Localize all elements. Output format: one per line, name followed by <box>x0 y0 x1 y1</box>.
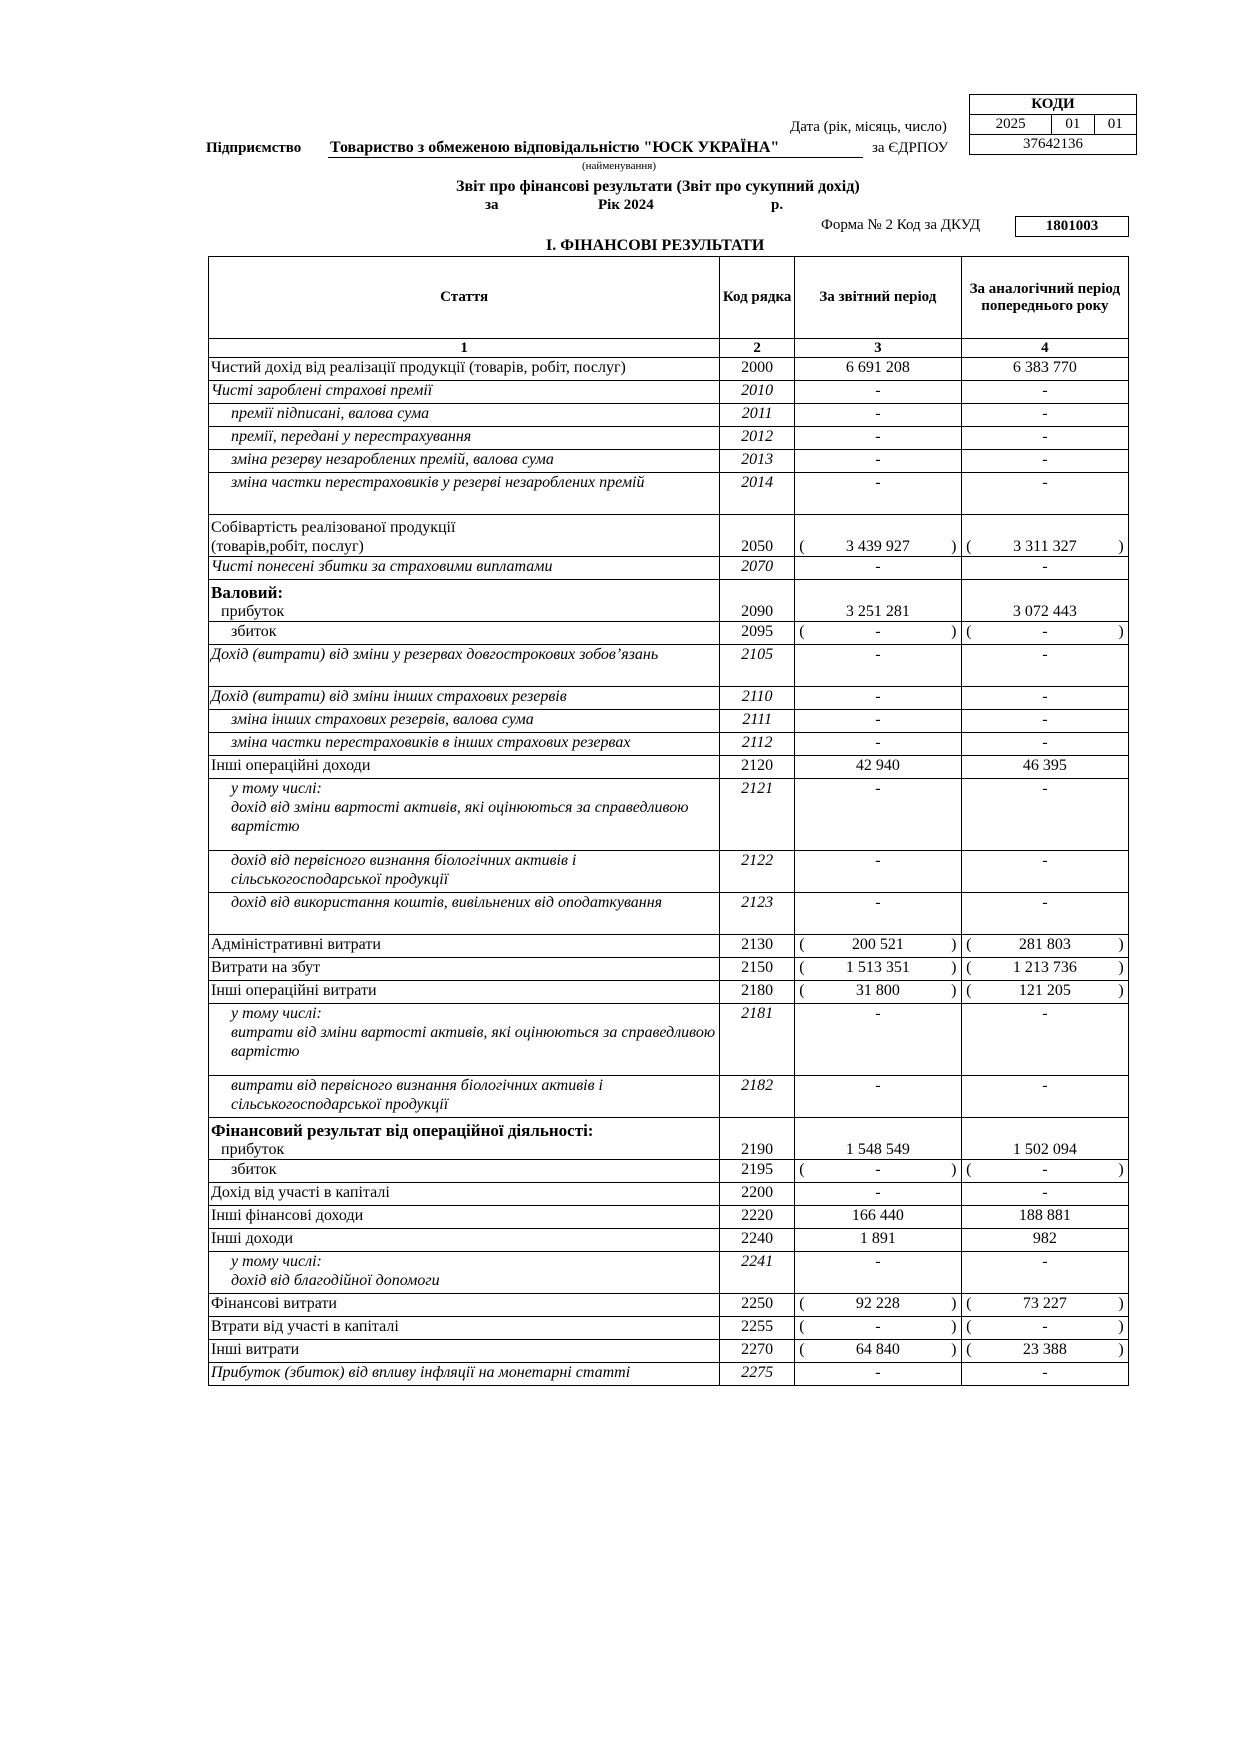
row-article <box>209 1183 720 1206</box>
row-current-number: - <box>875 711 881 728</box>
row-article-text: Прибуток (збиток) від впливу інфляції на монетарні статті <box>211 1364 631 1381</box>
row-previous-number: 6 383 770 <box>1012 359 1077 376</box>
col-number-4: 4 <box>961 339 1128 358</box>
col-header-code: Код рядка <box>720 257 795 339</box>
row-previous-value <box>961 687 1128 710</box>
row-previous-number: 188 881 <box>1018 1207 1071 1224</box>
row-current-value <box>794 1118 961 1160</box>
row-previous-value <box>961 779 1128 851</box>
row-article <box>209 1340 720 1363</box>
edrpou-code: 37642136 <box>970 135 1137 155</box>
row-current-value <box>794 1363 961 1386</box>
row-article <box>209 1076 720 1118</box>
row-previous-number: - <box>1042 451 1048 468</box>
row-article-text: Чисті зароблені страхові премії <box>211 382 433 399</box>
table-row <box>209 710 1129 733</box>
row-previous-value <box>961 851 1128 893</box>
row-article-text: Інші операційні витрати <box>211 982 377 999</box>
table-row <box>209 358 1129 381</box>
row-article-text: у тому числі: <box>231 1005 322 1022</box>
table-row <box>209 622 1129 645</box>
row-current-number: 3 439 927 <box>845 538 910 555</box>
table-row <box>209 515 1129 557</box>
table-row <box>209 1363 1129 1386</box>
row-previous-value: ( 73 227 ) <box>961 1294 1128 1317</box>
row-previous-number: - <box>1042 1005 1048 1022</box>
row-current-value <box>794 1229 961 1252</box>
row-code: 2090 <box>720 580 795 622</box>
table-row <box>209 779 1129 851</box>
row-current-value <box>794 580 961 622</box>
row-article <box>209 358 720 381</box>
table-row <box>209 1340 1129 1363</box>
row-previous-number: - <box>1042 474 1048 491</box>
row-article <box>209 1229 720 1252</box>
row-code: 2110 <box>720 687 795 710</box>
row-previous-number: 982 <box>1032 1230 1057 1247</box>
row-article-text: Фінансовий результат від операційної діяльності: <box>211 1121 594 1140</box>
row-article <box>209 779 720 851</box>
row-article-text: Фінансові витрати <box>211 1295 337 1312</box>
row-article <box>209 958 720 981</box>
row-current-number: 64 840 <box>855 1341 900 1358</box>
row-article-text: Адміністративні витрати <box>211 936 381 953</box>
row-current-number: 42 940 <box>855 757 900 774</box>
row-previous-number: - <box>1042 1253 1048 1270</box>
section-title: I. ФІНАНСОВІ РЕЗУЛЬТАТИ <box>546 237 765 254</box>
row-current-number: - <box>875 852 881 869</box>
row-code: 2122 <box>720 851 795 893</box>
row-article-text: зміна резерву незароблених премій, валова сума <box>231 451 554 468</box>
row-article-text: збиток <box>231 1161 277 1178</box>
row-previous-number: - <box>1042 1364 1048 1381</box>
codes-label: КОДИ <box>970 95 1137 115</box>
row-article <box>209 622 720 645</box>
form-label: Форма № 2 Код за ДКУД <box>821 217 981 233</box>
table-row <box>209 1317 1129 1340</box>
row-previous-value <box>961 1183 1128 1206</box>
row-article-text: у тому числі: <box>231 780 322 797</box>
row-current-value <box>794 893 961 935</box>
row-previous-value <box>961 1206 1128 1229</box>
row-current-value <box>794 404 961 427</box>
row-previous-number: 3 311 327 <box>1013 538 1077 555</box>
row-current-number: - <box>875 688 881 705</box>
row-current-value: ( 92 228 ) <box>794 1294 961 1317</box>
row-article-text: Інші фінансові доходи <box>211 1207 364 1224</box>
row-code: 2195 <box>720 1160 795 1183</box>
row-current-number: - <box>875 1077 881 1094</box>
row-previous-number: - <box>1042 405 1048 422</box>
row-current-value <box>794 687 961 710</box>
row-code: 2270 <box>720 1340 795 1363</box>
row-article-text: премії, передані у перестрахування <box>231 428 472 445</box>
table-row <box>209 1183 1129 1206</box>
row-previous-number: - <box>1042 1077 1048 1094</box>
row-previous-value <box>961 1229 1128 1252</box>
row-code: 2070 <box>720 557 795 580</box>
row-current-value <box>794 381 961 404</box>
row-current-value <box>794 645 961 687</box>
table-row <box>209 935 1129 958</box>
row-previous-number: - <box>1042 780 1048 797</box>
row-previous-number: - <box>1042 1318 1048 1335</box>
row-article-subtext: прибуток <box>221 603 285 620</box>
edrpou-label: за ЄДРПОУ <box>872 140 949 156</box>
col-header-article: Стаття <box>209 257 720 339</box>
row-previous-value: ( 121 205 ) <box>961 981 1128 1004</box>
row-article <box>209 450 720 473</box>
row-code: 2010 <box>720 381 795 404</box>
row-previous-number: - <box>1042 1184 1048 1201</box>
row-code: 2014 <box>720 473 795 515</box>
table-row <box>209 851 1129 893</box>
enterprise-name: Товариство з обмеженою відповідальністю "ЮСК УКРАЇНА" <box>330 139 780 156</box>
row-previous-number: 281 803 <box>1018 936 1071 953</box>
row-current-number: - <box>875 894 881 911</box>
row-article-text: витрати від первісного визнання біологічних активів і сільськогосподарської продукції <box>231 1077 603 1113</box>
row-article-text: Інші доходи <box>211 1230 294 1247</box>
row-code: 2220 <box>720 1206 795 1229</box>
row-current-value <box>794 450 961 473</box>
table-row <box>209 1252 1129 1294</box>
row-previous-value <box>961 404 1128 427</box>
row-previous-number: 121 205 <box>1018 982 1071 999</box>
row-current-value <box>794 557 961 580</box>
row-current-number: - <box>875 405 881 422</box>
report-title: Звіт про фінансові результати (Звіт про сукупний дохід) <box>456 178 860 195</box>
row-previous-value <box>961 450 1128 473</box>
row-current-number: 200 521 <box>851 936 904 953</box>
row-code: 2111 <box>720 710 795 733</box>
row-article-subtext: дохід від зміни вартості активів, які оцінюються за справедливою вартістю <box>231 799 689 835</box>
row-current-value: ( 1 513 351 ) <box>794 958 961 981</box>
table-row <box>209 473 1129 515</box>
row-article <box>209 733 720 756</box>
table-row <box>209 381 1129 404</box>
row-current-number: - <box>875 1184 881 1201</box>
period-value: Рік 2024 <box>598 197 654 213</box>
row-code: 2095 <box>720 622 795 645</box>
row-code: 2121 <box>720 779 795 851</box>
date-month: 01 <box>1052 115 1094 135</box>
row-previous-number: 3 072 443 <box>1012 603 1077 620</box>
row-current-number: - <box>875 623 881 640</box>
row-current-number: - <box>875 1005 881 1022</box>
row-previous-value <box>961 1118 1128 1160</box>
row-current-number: 166 440 <box>851 1207 904 1224</box>
row-article-text: Витрати на збут <box>211 959 321 976</box>
row-previous-number: - <box>1042 688 1048 705</box>
table-row <box>209 1160 1129 1183</box>
row-previous-number: - <box>1042 734 1048 751</box>
row-article-text: зміна інших страхових резервів, валова сума <box>231 711 534 728</box>
table-row <box>209 981 1129 1004</box>
row-previous-value <box>961 756 1128 779</box>
table-row <box>209 893 1129 935</box>
date-day: 01 <box>1094 115 1136 135</box>
row-article <box>209 981 720 1004</box>
row-previous-number: 1 213 736 <box>1012 959 1077 976</box>
row-article-text: Дохід (витрати) від зміни у резервах довгострокових зобов’язань <box>211 646 659 663</box>
row-previous-number: 46 395 <box>1022 757 1067 774</box>
row-code: 2105 <box>720 645 795 687</box>
row-code: 2012 <box>720 427 795 450</box>
row-current-value <box>794 710 961 733</box>
row-previous-value <box>961 381 1128 404</box>
row-current-number: 1 513 351 <box>845 959 910 976</box>
col-header-current: За звітний період <box>794 257 961 339</box>
row-current-value <box>794 756 961 779</box>
col-number-1: 1 <box>209 339 720 358</box>
row-previous-number: - <box>1042 711 1048 728</box>
table-row <box>209 580 1129 622</box>
row-code: 2200 <box>720 1183 795 1206</box>
financial-results-table <box>208 256 1129 1386</box>
row-current-number: - <box>875 780 881 797</box>
row-article <box>209 381 720 404</box>
row-article <box>209 1160 720 1183</box>
row-article-text: у тому числі: <box>231 1253 322 1270</box>
row-article-text: зміна частки перестраховиків в інших страхових резервах <box>231 734 631 751</box>
row-code: 2250 <box>720 1294 795 1317</box>
row-current-number: 1 891 <box>859 1230 896 1247</box>
row-previous-value: ( 1 213 736 ) <box>961 958 1128 981</box>
row-current-number: - <box>875 428 881 445</box>
row-code: 2275 <box>720 1363 795 1386</box>
row-current-number: 6 691 208 <box>845 359 910 376</box>
row-current-number: - <box>875 1318 881 1335</box>
row-previous-value <box>961 1076 1128 1118</box>
row-article <box>209 756 720 779</box>
row-code: 2011 <box>720 404 795 427</box>
row-previous-value: ( 23 388 ) <box>961 1340 1128 1363</box>
table-row <box>209 404 1129 427</box>
row-previous-number: - <box>1042 428 1048 445</box>
row-article <box>209 473 720 515</box>
row-previous-number: 73 227 <box>1022 1295 1067 1312</box>
row-current-value <box>794 1076 961 1118</box>
table-row <box>209 1076 1129 1118</box>
row-previous-value <box>961 557 1128 580</box>
row-previous-value <box>961 733 1128 756</box>
row-previous-value: ( 281 803 ) <box>961 935 1128 958</box>
row-article <box>209 710 720 733</box>
row-current-value <box>794 1206 961 1229</box>
row-code: 2050 <box>720 515 795 557</box>
row-article-text: дохід від первісного визнання біологічних активів і сільськогосподарської продукції <box>231 852 577 888</box>
row-article-subtext: прибуток <box>221 1141 285 1158</box>
row-current-number: - <box>875 474 881 491</box>
row-previous-value: ( - ) <box>961 1160 1128 1183</box>
date-label: Дата (рік, місяць, число) <box>790 119 947 135</box>
row-previous-value <box>961 1252 1128 1294</box>
row-current-value: ( - ) <box>794 1160 961 1183</box>
row-current-number: - <box>875 646 881 663</box>
row-article-text: дохід від використання коштів, вивільнених від оподаткування <box>231 894 663 911</box>
row-code: 2120 <box>720 756 795 779</box>
row-article-text: збиток <box>231 623 277 640</box>
row-article-text: Чисті понесені збитки за страховими виплатами <box>211 558 553 575</box>
row-current-number: 31 800 <box>855 982 900 999</box>
col-number-2: 2 <box>720 339 795 358</box>
row-current-number: - <box>875 382 881 399</box>
row-current-value: ( 31 800 ) <box>794 981 961 1004</box>
table-row <box>209 645 1129 687</box>
row-previous-value <box>961 893 1128 935</box>
table-row <box>209 1004 1129 1076</box>
row-current-number: - <box>875 734 881 751</box>
row-article-text: премії підписані, валова сума <box>231 405 430 422</box>
row-article-text: Інші витрати <box>211 1341 300 1358</box>
row-previous-value: ( 3 311 327 ) <box>961 515 1128 557</box>
row-current-value <box>794 1252 961 1294</box>
row-code: 2123 <box>720 893 795 935</box>
row-article <box>209 893 720 935</box>
codes-box <box>969 94 1137 155</box>
row-article-text: Собівартість реалізованої продукції <box>211 519 456 536</box>
table-row <box>209 756 1129 779</box>
row-code: 2240 <box>720 1229 795 1252</box>
row-article <box>209 1363 720 1386</box>
row-article <box>209 404 720 427</box>
table-row <box>209 733 1129 756</box>
row-code: 2130 <box>720 935 795 958</box>
row-code: 2190 <box>720 1118 795 1160</box>
row-code: 2000 <box>720 358 795 381</box>
row-current-value: ( 200 521 ) <box>794 935 961 958</box>
row-current-value <box>794 358 961 381</box>
row-previous-value <box>961 580 1128 622</box>
table-row <box>209 958 1129 981</box>
table-row <box>209 1206 1129 1229</box>
row-article <box>209 1118 720 1160</box>
row-current-number: - <box>875 451 881 468</box>
row-previous-value <box>961 645 1128 687</box>
dkud-code: 1801003 <box>1015 216 1129 237</box>
row-current-number: - <box>875 1364 881 1381</box>
row-current-number: 3 251 281 <box>845 603 910 620</box>
row-previous-number: - <box>1042 382 1048 399</box>
row-article <box>209 1317 720 1340</box>
row-current-value: ( 64 840 ) <box>794 1340 961 1363</box>
row-current-value: ( - ) <box>794 622 961 645</box>
row-article-text: Дохід від участі в капіталі <box>211 1184 390 1201</box>
row-code: 2182 <box>720 1076 795 1118</box>
row-article <box>209 935 720 958</box>
row-article-subtext: дохід від благодійної допомоги <box>231 1272 440 1289</box>
row-article <box>209 1252 720 1294</box>
row-article <box>209 851 720 893</box>
row-current-value <box>794 1004 961 1076</box>
row-current-number: - <box>875 1161 881 1178</box>
row-previous-value <box>961 473 1128 515</box>
row-code: 2112 <box>720 733 795 756</box>
table-row <box>209 1118 1129 1160</box>
enterprise-underline <box>328 157 863 158</box>
row-article-text: Валовий: <box>211 583 284 602</box>
table-row <box>209 687 1129 710</box>
row-current-value: ( 3 439 927 ) <box>794 515 961 557</box>
row-previous-number: - <box>1042 623 1048 640</box>
row-article-text: Чистий дохід від реалізації продукції (товарів, робіт, послуг) <box>211 359 626 376</box>
col-number-3: 3 <box>794 339 961 358</box>
table-row <box>209 427 1129 450</box>
period-suffix: р. <box>771 197 784 213</box>
date-year: 2025 <box>970 115 1052 135</box>
row-article-text: Інші операційні доходи <box>211 757 371 774</box>
row-article <box>209 1004 720 1076</box>
name-caption: (найменування) <box>582 160 656 172</box>
table-row <box>209 1229 1129 1252</box>
row-current-value <box>794 733 961 756</box>
row-article <box>209 687 720 710</box>
row-current-value <box>794 779 961 851</box>
row-article <box>209 557 720 580</box>
row-previous-number: 1 502 094 <box>1012 1141 1077 1158</box>
row-article-text: Дохід (витрати) від зміни інших страхових резервів <box>211 688 567 705</box>
row-previous-value <box>961 358 1128 381</box>
row-article-text: Втрати від участі в капіталі <box>211 1318 399 1335</box>
row-current-value <box>794 1183 961 1206</box>
row-article <box>209 645 720 687</box>
row-code: 2241 <box>720 1252 795 1294</box>
row-previous-number: 23 388 <box>1022 1341 1067 1358</box>
row-previous-value <box>961 1363 1128 1386</box>
row-previous-number: - <box>1042 894 1048 911</box>
row-previous-number: - <box>1042 646 1048 663</box>
row-article-subtext: (товарів,робіт, послуг) <box>211 538 364 555</box>
row-current-number: - <box>875 558 881 575</box>
row-previous-number: - <box>1042 558 1048 575</box>
row-previous-value <box>961 427 1128 450</box>
row-article <box>209 580 720 622</box>
row-code: 2013 <box>720 450 795 473</box>
row-article-subtext: витрати від зміни вартості активів, які оцінюються за справедливою вартістю <box>231 1024 716 1060</box>
row-article <box>209 515 720 557</box>
row-previous-value <box>961 710 1128 733</box>
enterprise-label: Підприємство <box>206 140 302 156</box>
row-previous-value: ( - ) <box>961 1317 1128 1340</box>
row-current-number: 1 548 549 <box>845 1141 910 1158</box>
row-code: 2150 <box>720 958 795 981</box>
table-row <box>209 1294 1129 1317</box>
table-row <box>209 450 1129 473</box>
row-previous-number: - <box>1042 1161 1048 1178</box>
row-article-text: зміна частки перестраховиків у резерві незароблених премій <box>231 474 645 491</box>
row-current-number: 92 228 <box>855 1295 900 1312</box>
row-current-value <box>794 851 961 893</box>
row-previous-value <box>961 1004 1128 1076</box>
table-row <box>209 557 1129 580</box>
col-header-previous: За аналогічний період попереднього року <box>961 257 1128 339</box>
row-previous-value: ( - ) <box>961 622 1128 645</box>
row-previous-number: - <box>1042 852 1048 869</box>
row-code: 2180 <box>720 981 795 1004</box>
row-current-value <box>794 427 961 450</box>
row-code: 2255 <box>720 1317 795 1340</box>
row-current-value: ( - ) <box>794 1317 961 1340</box>
period-prefix: за <box>485 197 499 213</box>
row-current-value <box>794 473 961 515</box>
row-code: 2181 <box>720 1004 795 1076</box>
row-article <box>209 1294 720 1317</box>
row-article <box>209 1206 720 1229</box>
row-current-number: - <box>875 1253 881 1270</box>
row-article <box>209 427 720 450</box>
